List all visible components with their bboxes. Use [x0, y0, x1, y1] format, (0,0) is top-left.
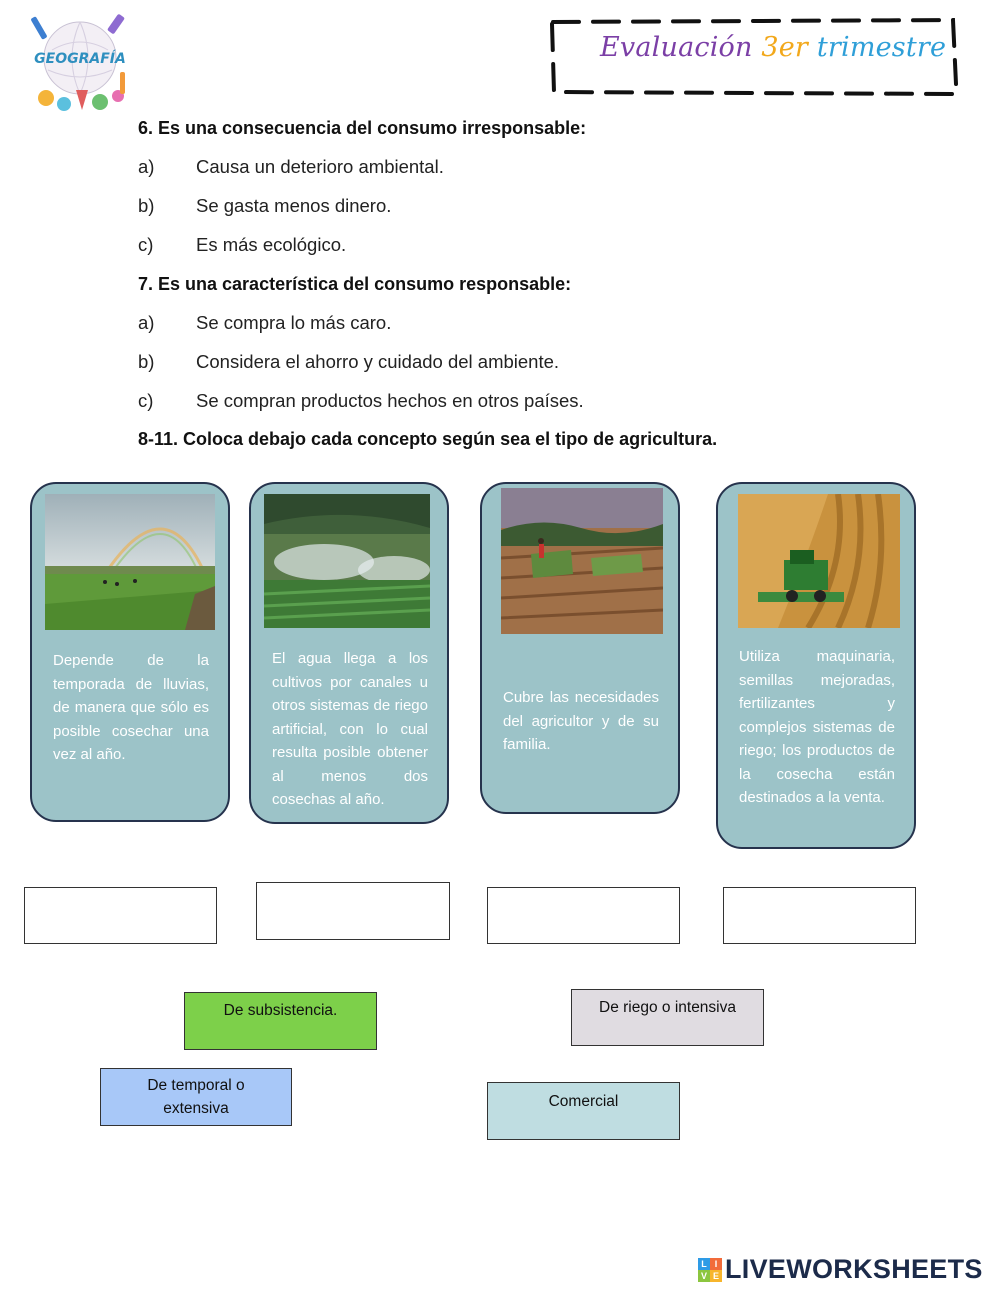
card-description: Utiliza maquinaria, semillas mejoradas, fertilizantes y complejos sistemas de riego; los productos de la cosecha están destinados a la venta. [739, 648, 895, 806]
title-part-evaluacion: Evaluación [600, 32, 762, 63]
answer-drop-box-3[interactable] [487, 887, 680, 944]
answer-drop-box-2[interactable] [256, 882, 450, 940]
concept-chip-comercial[interactable] [487, 1082, 680, 1140]
liveworksheets-brand: LIVEWORKSHEETS [725, 1254, 983, 1284]
page-title [600, 32, 946, 63]
question-7: 7. Es una característica del consumo responsable: [138, 274, 572, 294]
question-6-option-b[interactable] [138, 195, 391, 217]
option-text: Causa un deterioro ambiental. [196, 156, 444, 177]
badge-letter: E [710, 1270, 722, 1282]
agriculture-card-1 [30, 482, 230, 822]
subsistence-farmer-photo [501, 488, 663, 634]
option-letter: a) [138, 312, 155, 333]
title-part-trimestre: trimestre [816, 32, 947, 63]
option-letter: c) [138, 234, 154, 255]
card-description: Depende de la temporada de lluvias, de manera que sólo es posible cosechar una vez al año. [53, 652, 209, 763]
badge-letter: L [698, 1258, 710, 1270]
concept-chip-riego[interactable] [571, 989, 764, 1046]
option-letter: a) [138, 156, 155, 177]
concept-label: De subsistencia. [223, 1002, 338, 1019]
concept-chip-subsistencia[interactable] [184, 992, 377, 1050]
logo-text: GEOGRAFÍA [34, 51, 126, 67]
option-letter: b) [138, 195, 155, 216]
liveworksheets-footer[interactable] [698, 1254, 983, 1285]
geografia-logo [28, 12, 132, 116]
badge-letter: V [698, 1270, 710, 1282]
option-text: Es más ecológico. [196, 234, 347, 255]
question-7-option-a[interactable] [138, 312, 391, 334]
question-8-11: 8-11. Coloca debajo cada concepto según sea el tipo de agricultura. [138, 429, 718, 449]
concept-label: De riego o intensiva [599, 999, 736, 1016]
option-letter: b) [138, 351, 155, 372]
card-description: Cubre las necesidades del agricultor y de su familia. [503, 689, 659, 753]
option-text: Se gasta menos dinero. [196, 195, 392, 216]
agriculture-card-2 [249, 482, 449, 824]
question-7-option-c[interactable] [138, 390, 584, 412]
answer-drop-box-4[interactable] [723, 887, 916, 944]
concept-label: Comercial [548, 1093, 619, 1110]
combine-harvester-photo [738, 494, 900, 628]
question-6-option-c[interactable] [138, 234, 346, 256]
liveworksheets-logo-icon [698, 1258, 722, 1282]
irrigation-sprinkler-photo [264, 494, 430, 628]
question-6: 6. Es una consecuencia del consumo irresponsable: [138, 118, 587, 138]
title-frame [548, 14, 960, 98]
question-6-option-a[interactable] [138, 156, 444, 178]
card-description: El agua llega a los cultivos por canales u otros sistemas de riego artificial, con lo cual resulta posible obtener al menos dos cosechas al año. [272, 650, 428, 808]
title-part-3er: 3er [761, 32, 817, 63]
option-text: Se compra lo más caro. [196, 312, 392, 333]
question-7-option-b[interactable] [138, 351, 559, 373]
option-text: Se compran productos hechos en otros países. [196, 390, 584, 411]
option-text: Considera el ahorro y cuidado del ambiente. [196, 351, 560, 372]
concept-label: De temporal o extensiva [147, 1077, 245, 1117]
badge-letter: I [710, 1258, 722, 1270]
globe-logo-icon [28, 12, 132, 116]
rainbow-pasture-photo [45, 494, 215, 630]
concept-chip-temporal[interactable] [100, 1068, 292, 1126]
agriculture-card-3 [480, 482, 680, 814]
option-letter: c) [138, 390, 154, 411]
agriculture-card-4 [716, 482, 916, 849]
answer-drop-box-1[interactable] [24, 887, 217, 944]
